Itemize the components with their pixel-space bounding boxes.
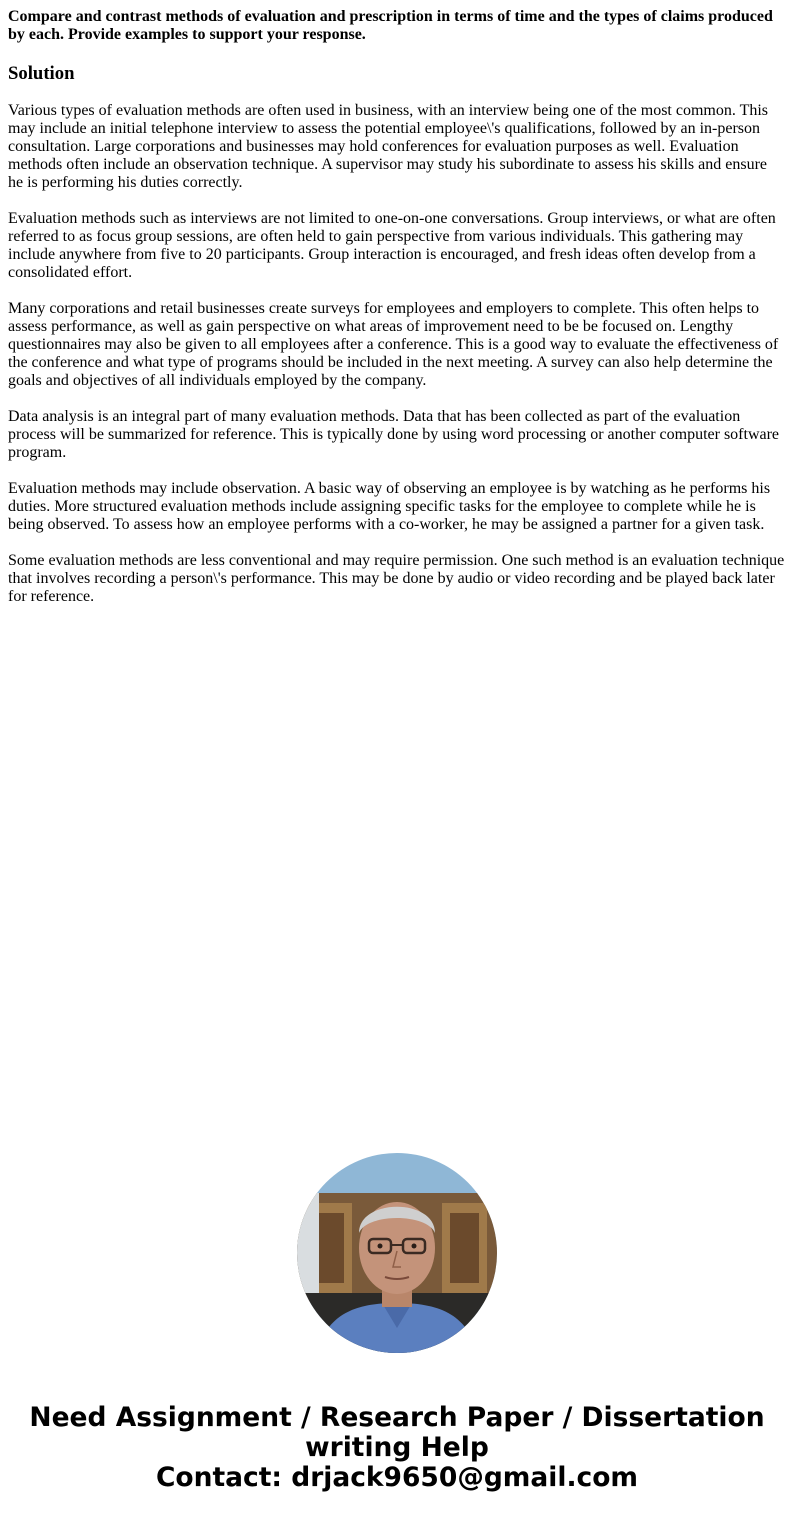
author-avatar [297,1153,497,1353]
solution-paragraph-6: Some evaluation methods are less conventional and may require permission. One such method is an evaluation technique that involves recording a person\'s performance. This may be done by audio or video recording and be played back later for reference. [8,552,785,605]
solution-paragraph-3: Many corporations and retail businesses create surveys for employees and employers to complete. This often helps to assess performance, as well as gain perspective on what areas of improvement need to be be focused on. Lengthy questionnaires may also be given to all employees after a conference. This is a good way to evaluate the effectiveness of the conference and what type of programs should be included in the next meeting. A survey can also help determine the goals and objectives of all individuals employed by the company. [8,300,779,389]
solution-paragraph-2: Evaluation methods such as interviews are not limited to one-on-one conversations. Group interviews, or what are often referred to as focus group sessions, are often held to gain perspective from various individuals. This gathering may include anywhere from five to 20 participants. Group interaction is encouraged, and fresh ideas often develop from a consolidated effort. [8,210,776,281]
solution-paragraph-4: Data analysis is an integral part of many evaluation methods. Data that has been collected as part of the evaluation process will be summarized for reference. This is typically done by using word processing or another computer software program. [8,408,780,461]
solution-paragraph-1: Various types of evaluation methods are often used in business, with an interview being one of the most common. This may include an initial telephone interview to assess the potential employee\'s qualifications, followed by an in-person consultation. Large corporations and businesses may hold conferences for evaluation purposes as well. Evaluation methods often include an observation technique. A supervisor may study his subordinate to assess his skills and ensure he is performing his duties correctly. [8,102,769,191]
article [8,8,786,606]
solution-heading: Solution [8,63,75,84]
question-text: Compare and contrast methods of evaluation and prescription in terms of time and the types of claims produced by each. Provide examples to support your response. [8,8,773,43]
promo-line-1: Need Assignment / Research Paper / Dissertation [29,1402,765,1433]
solution-paragraph-5: Evaluation methods may include observation. A basic way of observing an employee is by watching as he performs his duties. More structured evaluation methods include assigning specific tasks for the employee to complete while he is being observed. To assess how an employee performs with a co-worker, he may be assigned a partner for a given task. [8,480,771,533]
promo-banner [0,1403,794,1493]
author-portrait-image [297,1153,497,1353]
promo-line-2: writing Help [305,1432,489,1463]
promo-contact-line: Contact: drjack9650@gmail.com [155,1462,639,1493]
